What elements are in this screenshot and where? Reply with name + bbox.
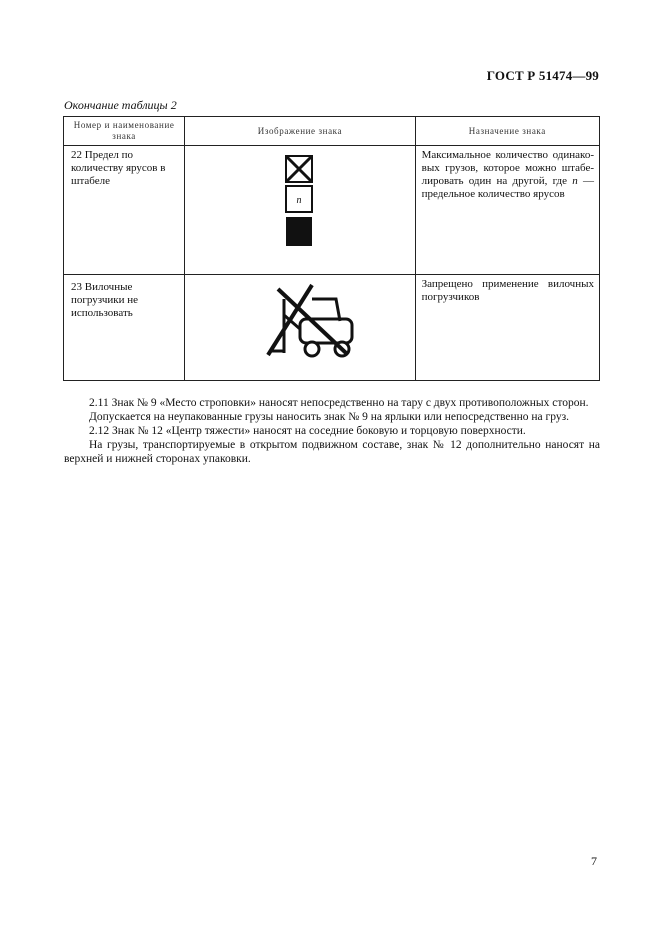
no-forklift-icon — [260, 281, 360, 361]
column-header-purpose: Назначение знака — [415, 117, 599, 146]
sign-image-cell — [185, 146, 415, 275]
sign-purpose: Запрещено применение вилочных погрузчиков — [421, 278, 594, 303]
table-caption: Окончание таблицы 2 — [64, 98, 177, 112]
table-row — [64, 146, 600, 275]
table-header-row — [64, 117, 600, 146]
sign-purpose-text: Максимальное количество одинако-вых грузов, которое можно штабе-лировать один на другой, где — [421, 149, 594, 187]
sign-purpose — [416, 146, 599, 201]
paragraph: Допускается на неупакованные грузы наносить знак № 9 на ярлыки или непосредственно на груз. — [89, 411, 570, 423]
stack-limit-letter: n — [296, 195, 302, 206]
sign-purpose-cell — [415, 275, 599, 381]
body-text — [64, 396, 600, 466]
page-number: 7 — [591, 854, 597, 868]
sign-purpose-cell — [415, 146, 599, 275]
standard-code: ГОСТ Р 51474—99 — [486, 68, 599, 83]
stack-limit-icon — [283, 153, 315, 249]
paragraph: На грузы, транспортируемые в открытом подвижном составе, знак № 12 дополнительно наносят на верхней и нижней сторонах упаковки. — [64, 439, 600, 465]
column-header-number-name: Номер и наименование знака — [64, 117, 185, 146]
sign-name-cell — [64, 146, 185, 275]
signs-table — [63, 116, 600, 381]
table-row — [64, 275, 600, 381]
column-header-image: Изображение знака — [185, 117, 415, 146]
sign-name-cell — [64, 275, 185, 381]
sign-purpose-variable: n — [572, 175, 578, 187]
sign-purpose-text-end: — предельное количество ярусов — [421, 175, 595, 200]
paragraph: 2.12 Знак № 12 «Центр тяжести» наносят на соседние боковую и торцовую поверхности. — [89, 425, 526, 437]
paragraph: 2.11 Знак № 9 «Место строповки» наносят непосредственно на тару с двух противоположных сторон. — [89, 397, 589, 409]
sign-name: 22 Предел по количеству ярусов в штабеле — [71, 149, 166, 187]
sign-image-cell — [185, 275, 415, 381]
sign-name: 23 Вилочные погрузчики не использовать — [71, 281, 139, 319]
